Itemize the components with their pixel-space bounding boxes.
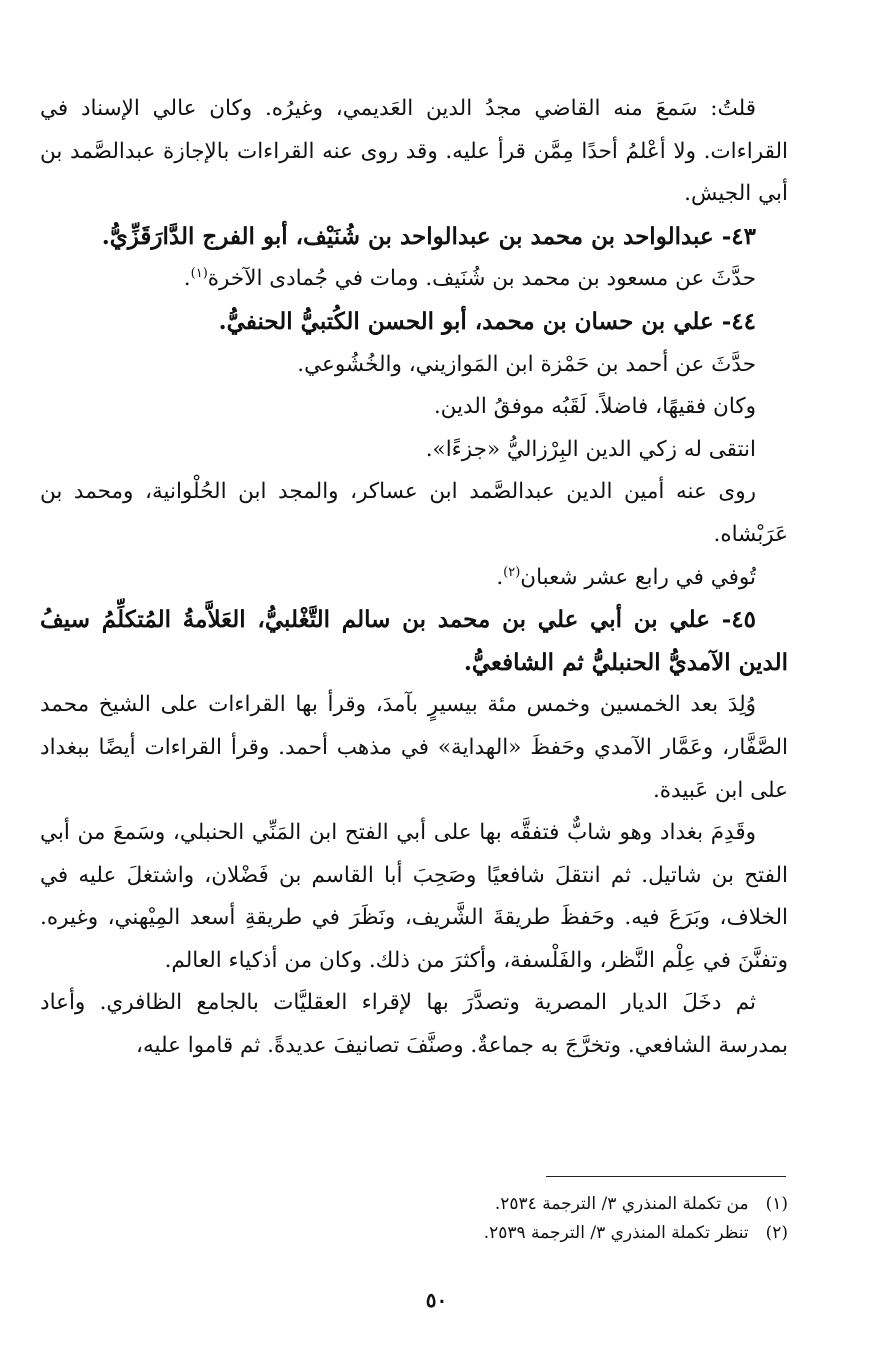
paragraph: روى عنه أمين الدين عبدالصَّمد ابن عساكر، والمجد ابن الحُلْوانية، ومحمد بن عَرَبْشاه. bbox=[40, 479, 788, 547]
entry-number: ٤٤- bbox=[721, 307, 756, 335]
footnote-divider bbox=[546, 1176, 786, 1177]
paragraph-end: . bbox=[183, 266, 191, 292]
entry-title: علي بن أبي علي بن محمد بن سالم التَّغْلبيُّ، العَلاَّمةُ المُتكلِّمُ سيفُ الدين الآمديُّ الحنبليُّ ثم الشافعيُّ. bbox=[40, 606, 788, 676]
entry-title: عبدالواحد بن محمد بن عبدالواحد بن شُنَيْف، أبو الفرج الدَّارَقَزِّيُّ. bbox=[101, 222, 714, 250]
entry-heading bbox=[40, 301, 788, 344]
footnote bbox=[40, 1219, 788, 1248]
footnote-text: تنظر تكملة المنذري ٣/ الترجمة ٢٥٣٩. bbox=[483, 1223, 749, 1243]
footnote-number: (١) bbox=[765, 1194, 788, 1214]
paragraph bbox=[40, 258, 788, 301]
footnotes bbox=[40, 1190, 788, 1248]
footnote-ref[interactable]: (١) bbox=[190, 266, 208, 282]
paragraph-text: حدَّثَ عن مسعود بن محمد بن شُنَيف. ومات في جُمادى الآخرة bbox=[207, 266, 756, 292]
footnote-ref[interactable]: (٢) bbox=[503, 564, 521, 580]
entry-number: ٤٥- bbox=[721, 606, 756, 634]
entry-heading bbox=[40, 216, 788, 259]
main-text bbox=[40, 88, 788, 1068]
entry-heading bbox=[40, 599, 788, 684]
entry-title: علي بن حسان بن محمد، أبو الحسن الكُتبيُّ الحنفيُّ. bbox=[218, 307, 714, 335]
footnote bbox=[40, 1190, 788, 1219]
footnote-number: (٢) bbox=[765, 1223, 788, 1243]
paragraph bbox=[40, 557, 788, 600]
paragraph: وكان فقيهًا، فاضلاً. لَقَبُه موفقُ الدين. bbox=[433, 394, 756, 420]
paragraph: انتقى له زكي الدين البِرْزاليُّ «جزءًا». bbox=[425, 436, 756, 462]
paragraph-text: تُوفي في رابع عشر شعبان bbox=[520, 564, 756, 590]
entry-number: ٤٣- bbox=[721, 222, 756, 250]
paragraph: وقَدِمَ بغداد وهو شابٌّ فتفقَّه بها على أبي الفتح ابن المَنِّي الحنبلي، وسَمعَ من أبي الفتح بن شاتيل. ثم انتقلَ شافعيًا وصَحِبَ أبا القاسم بن فَضْلان، واشتغلَ عليه في الخلاف، وبَرَعَ فيه. وحَفظَ طريقةَ الشَّريف، ونَظَرَ في طريقةِ أسعد المِيْهني، وغيره. وتفنَّنَ في عِلْم النَّظر، والفَلْسفة، وأكثرَ من ذلك. وكان من أذكياء العالم. bbox=[40, 820, 788, 973]
paragraph: قلتُ: سَمعَ منه القاضي مجدُ الدين العَديمي، وغيرُه. وكان عالي الإسناد في القراءات. ولا أعْلمُ أحدًا مِمَّن قرأ عليه. وقد روى عنه القراءات بالإجازة عبدالصَّمد بن أبي الجيش. bbox=[40, 96, 788, 207]
paragraph: وُلِدَ بعد الخمسين وخمس مئة بيسيرٍ بآمدَ، وقرأ بها القراءات على الشيخ محمد الصَّفَّار، وعَمَّار الآمدي وحَفظَ «الهداية» في مذهب أحمد. وقرأ القراءات أيضًا ببغداد على ابن عَبيدة. bbox=[40, 692, 788, 803]
page-number: ٥٠ bbox=[425, 1288, 448, 1312]
paragraph: ثم دخَلَ الديار المصرية وتصدَّرَ بها لإقراء العقليَّات بالجامع الظافري. وأعاد بمدرسة الشافعي. وتخرَّجَ به جماعةٌ. وصنَّفَ تصانيفَ عديدةً. ثم قاموا عليه، bbox=[40, 990, 788, 1059]
paragraph-end: . bbox=[496, 564, 504, 590]
footnote-text: من تكملة المنذري ٣/ الترجمة ٢٥٣٤. bbox=[494, 1194, 749, 1214]
paragraph: حدَّثَ عن أحمد بن حَمْزة ابن المَوازيني، والخُشُوعي. bbox=[297, 351, 756, 377]
